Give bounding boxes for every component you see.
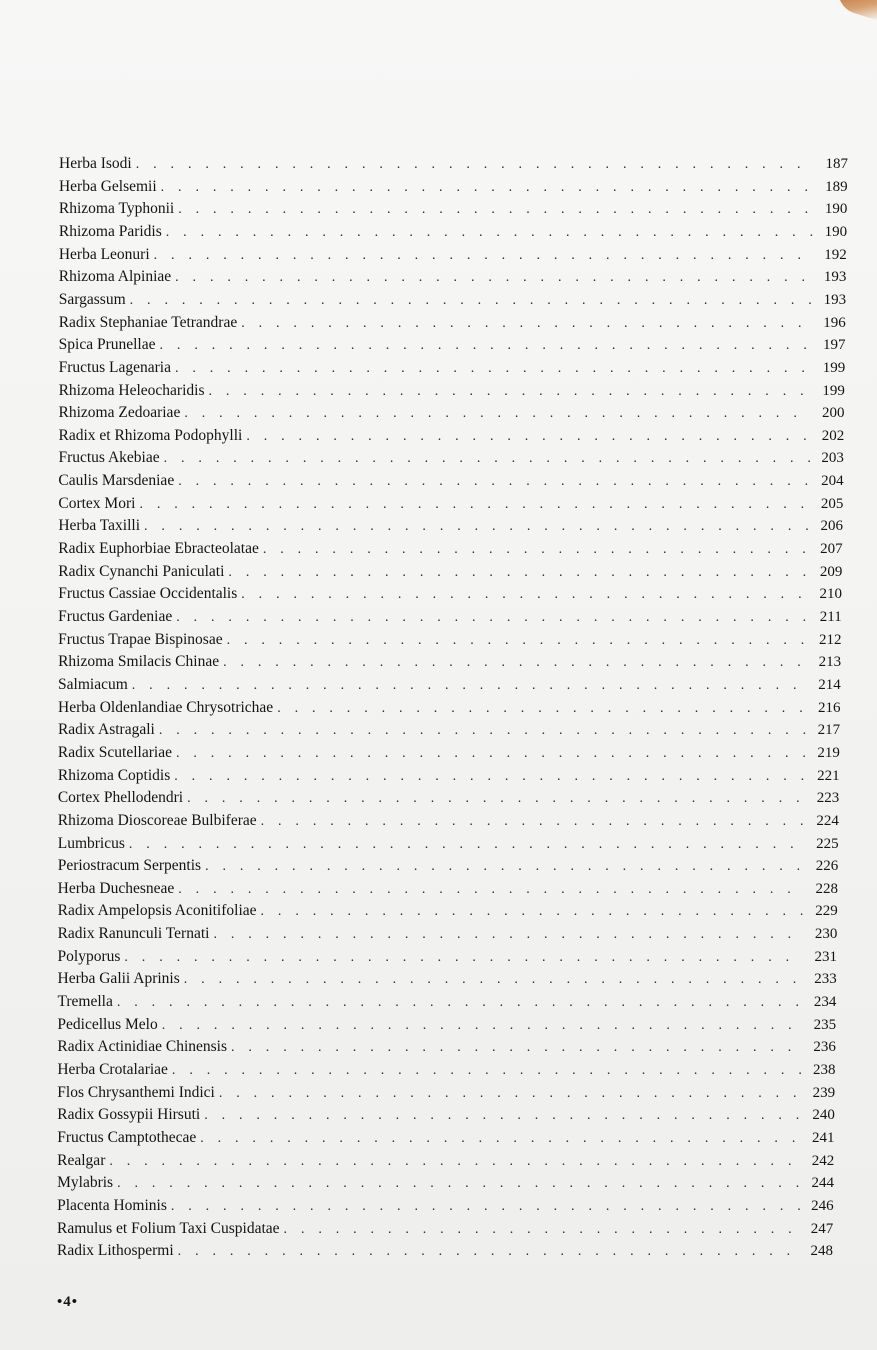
dot-leader (284, 1219, 800, 1241)
toc-entry-title: Radix et Rhizoma Podophylli (58, 426, 243, 444)
toc-entry (57, 1218, 833, 1240)
dot-leader (223, 652, 807, 674)
toc-entry (58, 651, 841, 673)
toc-entry (59, 198, 847, 220)
dot-leader (184, 403, 810, 425)
toc-entry-page: 246 (811, 1197, 834, 1214)
toc-entry-page: 214 (818, 676, 841, 693)
toc-entry-page: 224 (816, 812, 839, 829)
toc-entry-page: 239 (812, 1084, 836, 1101)
dot-leader (219, 1083, 801, 1105)
toc-entry-title: Periostracum Serpentis (57, 857, 202, 875)
toc-entry (58, 697, 841, 719)
toc-entry-title: Rhizoma Zedoariae (58, 404, 181, 422)
toc-entry-page: 216 (818, 699, 841, 716)
toc-entry-page: 231 (814, 948, 838, 965)
dot-leader (200, 1128, 800, 1150)
dot-leader (136, 154, 814, 176)
toc-entry-page: 190 (824, 223, 848, 240)
toc-entry-title: Pedicellus Melo (57, 1015, 158, 1033)
toc-entry (58, 878, 838, 900)
toc-entry-page: 244 (811, 1175, 834, 1192)
toc-entry-title: Fructus Trapae Bispinosae (58, 630, 223, 648)
dot-leader (241, 313, 812, 335)
dot-leader (213, 924, 803, 946)
page-number-footer: •4• (57, 1294, 79, 1310)
toc-entry-page: 199 (822, 382, 845, 399)
dot-leader (130, 290, 812, 312)
toc-entry-page: 230 (814, 926, 838, 943)
dot-leader (175, 358, 811, 380)
toc-entry-title: Fructus Lagenaria (58, 358, 171, 376)
toc-entry (57, 1172, 834, 1194)
toc-entry (59, 289, 846, 311)
dot-leader (176, 743, 806, 765)
toc-entry-page: 189 (825, 178, 848, 195)
toc-entry-title: Radix Gossypii Hirsuti (57, 1106, 201, 1124)
toc-entry-title: Radix Ranunculi Ternati (57, 925, 210, 943)
dot-leader (187, 788, 805, 810)
dot-leader (176, 607, 808, 629)
toc-entry-title: Sargassum (58, 290, 126, 308)
toc-entry-title: Herba Isodi (59, 155, 132, 172)
toc-entry-page: 240 (812, 1107, 835, 1124)
toc-entry (58, 629, 841, 651)
toc-entry-title: Radix Actinidiae Chinensis (57, 1038, 227, 1056)
toc-entry-title: Radix Cynanchi Paniculati (58, 562, 225, 580)
dot-leader (227, 630, 808, 652)
dot-leader (132, 675, 807, 697)
toc-entry-title: Cortex Phellodendri (57, 789, 184, 807)
dot-leader (246, 426, 810, 448)
toc-entry (58, 833, 839, 855)
toc-entry-page: 204 (821, 473, 844, 490)
dot-leader (162, 1015, 802, 1037)
dot-leader (161, 177, 814, 199)
toc-entry (58, 855, 839, 877)
dot-leader (228, 562, 808, 584)
toc-entry-page: 213 (818, 654, 842, 671)
toc-entry-page: 212 (818, 631, 842, 648)
toc-entry-title: Radix Scutellariae (57, 743, 172, 761)
toc-entry (58, 538, 842, 560)
toc-entry-title: Rhizoma Heleocharidis (58, 381, 205, 399)
dot-leader (231, 1037, 802, 1059)
toc-entry-title: Herba Crotalariae (57, 1061, 168, 1078)
toc-entry-page: 209 (819, 563, 843, 580)
toc-entry-title: Mylabris (57, 1174, 114, 1192)
toc-entry-title: Herba Oldenlandiae Chrysotrichae (58, 698, 274, 716)
toc-entry-page: 233 (814, 971, 837, 988)
toc-entry (59, 153, 848, 175)
toc-entry (57, 1104, 835, 1126)
toc-entry-title: Tremella (57, 993, 113, 1011)
dot-leader (178, 879, 804, 901)
toc-entry-title: Rhizoma Typhonii (58, 200, 175, 218)
toc-entry-page: 234 (813, 994, 837, 1011)
toc-entry-title: Salmiacum (58, 675, 128, 693)
toc-entry-page: 248 (810, 1243, 833, 1260)
toc-entry (58, 583, 842, 605)
toc-entry-title: Lumbricus (57, 834, 125, 852)
dot-leader (178, 471, 809, 493)
dot-leader (171, 1196, 800, 1218)
toc-entry (59, 380, 845, 402)
toc-entry-page: 210 (819, 586, 843, 603)
toc-entry (59, 402, 845, 424)
toc-entry (58, 719, 840, 741)
dot-leader (178, 199, 813, 221)
dot-leader (261, 901, 804, 923)
dot-leader (184, 969, 803, 991)
toc-entry-page: 238 (812, 1062, 836, 1078)
toc-entry (59, 334, 846, 356)
toc-entry (58, 470, 843, 492)
toc-entry-page: 206 (820, 518, 843, 535)
toc-entry-title: Caulis Marsdeniae (58, 472, 175, 490)
dot-leader (209, 381, 811, 403)
dot-leader (117, 992, 803, 1014)
toc-entry (59, 425, 845, 447)
toc-entry (58, 561, 842, 583)
toc-entry-title: Fructus Gardeniae (58, 608, 173, 625)
toc-entry (57, 1240, 833, 1262)
toc-entry (58, 742, 840, 764)
toc-entry-page: 242 (811, 1152, 835, 1169)
toc-entry-page: 193 (823, 269, 847, 286)
toc-entry (57, 1150, 834, 1172)
dot-leader (166, 222, 813, 244)
toc-entry-page: 187 (825, 156, 848, 172)
toc-entry (58, 674, 841, 696)
toc-entry-page: 225 (816, 835, 839, 852)
toc-entry-page: 228 (815, 880, 838, 897)
toc-entry (58, 765, 840, 787)
dot-leader (277, 698, 806, 720)
toc-entry-title: Ramulus et Folium Taxi Cuspidatae (57, 1219, 280, 1237)
toc-entry-page: 247 (810, 1220, 834, 1237)
dot-leader (160, 335, 812, 357)
toc-entry (57, 1014, 836, 1036)
toc-entry-title: Herba Leonuri (58, 245, 150, 263)
dot-leader (124, 947, 803, 969)
toc-entry-title: Fructus Camptothecae (57, 1128, 197, 1146)
toc-entry (57, 1127, 834, 1149)
dot-leader (144, 516, 809, 538)
toc-entry (57, 1082, 835, 1104)
toc-entry (58, 810, 839, 832)
toc-entry-page: 205 (820, 495, 844, 512)
toc-entry-title: Polyporus (57, 947, 121, 965)
toc-entry-title: Cortex Mori (58, 494, 136, 512)
dot-leader (139, 494, 809, 516)
toc-entry-page: 217 (817, 722, 841, 739)
toc-entry (59, 357, 846, 379)
dot-leader (241, 584, 808, 606)
toc-entry-title: Flos Chrysanthemi Indici (57, 1083, 215, 1101)
toc-entry-title: Spica Prunellae (58, 336, 156, 354)
toc-entry-title: Herba Gelsemii (58, 177, 157, 195)
toc-entry-title: Fructus Akebiae (58, 449, 160, 467)
toc-entry (58, 493, 843, 515)
toc-entry-title: Radix Stephaniae Tetrandrae (58, 313, 238, 331)
toc-entry-page: 202 (821, 427, 845, 444)
toc-entry-title: Radix Lithospermi (57, 1242, 174, 1260)
toc-entry-page: 211 (819, 609, 842, 625)
toc-entry (58, 900, 838, 922)
toc-entry-page: 197 (822, 337, 846, 354)
toc-entry-title: Placenta Hominis (57, 1196, 167, 1214)
toc-entry-title: Radix Ampelopsis Aconitifoliae (57, 902, 257, 920)
toc-entry-page: 229 (815, 903, 838, 920)
toc-entry (57, 1195, 834, 1217)
toc-entry-title: Rhizoma Alpiniae (58, 268, 172, 286)
toc-entry (57, 1059, 835, 1081)
toc-entry (59, 244, 847, 266)
toc-entry-title: Radix Euphorbiae Ebracteolatae (58, 540, 259, 558)
dot-leader (174, 766, 805, 788)
toc-entry-page: 219 (817, 744, 840, 761)
toc-entry-title: Herba Galii Aprinis (57, 970, 180, 988)
dot-leader (205, 856, 804, 878)
dot-leader (263, 539, 809, 561)
toc-entry (57, 991, 836, 1013)
toc-entry-title: Fructus Cassiae Occidentalis (58, 585, 238, 603)
dot-leader (261, 811, 805, 833)
toc-entry-page: 207 (820, 541, 843, 558)
toc-entry (58, 946, 838, 968)
toc-entry-title: Radix Astragali (57, 721, 155, 739)
toc-entry-title: Rhizoma Smilacis Chinae (58, 653, 220, 671)
toc-entry-title: Rhizoma Paridis (58, 222, 162, 240)
toc-entry-title: Realgar (57, 1151, 106, 1169)
toc-entry (59, 221, 847, 243)
toc-entry (59, 176, 848, 198)
toc-entry (58, 968, 837, 990)
toc-entry-page: 223 (816, 790, 840, 807)
toc-entry-page: 200 (822, 405, 845, 422)
dot-leader (175, 267, 812, 289)
toc-entry (58, 447, 843, 469)
toc-entry (58, 515, 843, 537)
toc-entry-page: 193 (823, 291, 847, 308)
dot-leader (154, 245, 813, 267)
dot-leader (117, 1173, 800, 1195)
dot-leader (129, 834, 805, 856)
toc-entry-page: 196 (823, 314, 846, 331)
dot-leader (204, 1105, 801, 1127)
toc-entry (58, 923, 838, 945)
toc-entry-title: Herba Duchesneae (57, 879, 175, 897)
toc-entry (58, 606, 842, 628)
toc-entry-page: 199 (822, 359, 846, 376)
toc-entry-page: 236 (813, 1039, 836, 1056)
toc-entry-page: 190 (824, 201, 848, 218)
dot-leader (159, 720, 806, 742)
dot-leader (172, 1060, 802, 1082)
toc-entry-page: 235 (813, 1016, 837, 1033)
toc-entry (59, 312, 846, 334)
toc-entry-title: Rhizoma Coptidis (57, 766, 171, 784)
dot-leader (178, 1241, 799, 1263)
toc-entry-page: 221 (817, 767, 840, 784)
toc-entry-page: 203 (821, 450, 844, 467)
dot-leader (164, 448, 810, 470)
toc-entry-page: 241 (812, 1129, 835, 1146)
dot-leader (109, 1151, 800, 1173)
toc-entry (58, 787, 839, 809)
toc-entry (59, 266, 847, 288)
toc-entry-title: Rhizoma Dioscoreae Bulbiferae (57, 811, 257, 829)
toc-entry-page: 226 (815, 858, 839, 875)
toc-entry-page: 192 (824, 246, 847, 263)
toc-entry (57, 1036, 835, 1058)
toc-entry-title: Herba Taxilli (58, 517, 141, 535)
